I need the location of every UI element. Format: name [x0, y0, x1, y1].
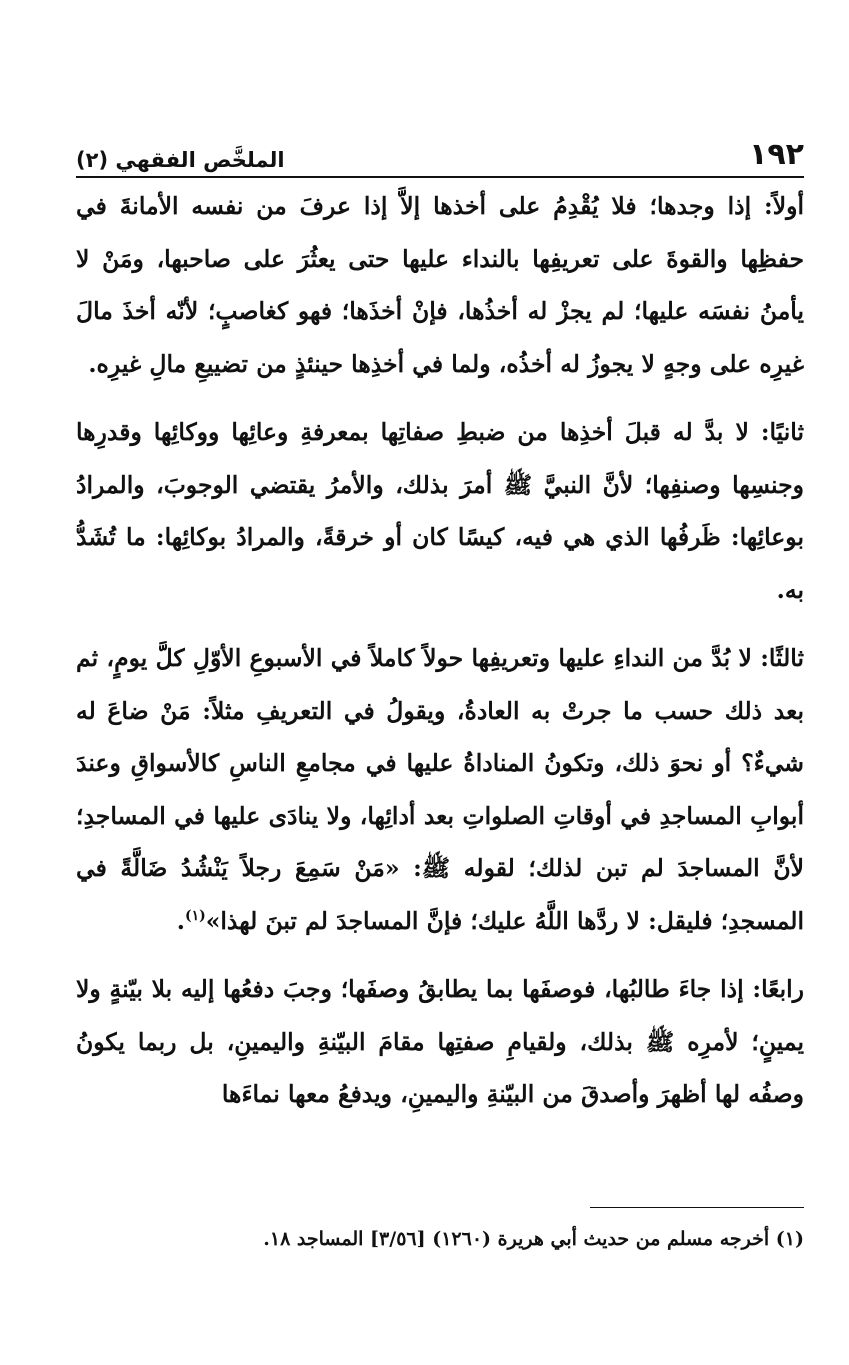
page-header	[76, 128, 804, 178]
footnote-divider	[590, 1207, 804, 1208]
paragraph-third	[76, 632, 804, 947]
paragraph-fourth: رابعًا: إذا جاءَ طالبُها، فوصفَها بما يطابقُ وصفَها؛ وجبَ دفعُها إليه بلا بيّنةٍ ولا يمينٍ؛ لأمرِه ﷺ بذلك، ولقيامِ صفتِها مقامَ البيّنةِ واليمينِ، بل ربما يكونُ وصفُه لها أظهرَ وأصدقَ من البيّنةِ واليمينِ، ويدفعُ معها نماءَها	[76, 975, 804, 1108]
footnote: (١) أخرجه مسلم من حديث أبي هريرة (١٢٦٠) [٣/٥٦] المساجد ١٨.	[263, 1228, 804, 1250]
paragraph-third-text: ثالثًا: لا بُدَّ من النداءِ عليها وتعريفِها حولاً كاملاً في الأسبوعِ الأوّلِ كلَّ يومٍ، ثم بعد ذلك حسب ما جرتْ به العادةُ، ويقولُ في التعريفِ مثلاً: مَنْ ضاعَ له شيءٌ؟ أو نحوَ ذلك، وتكونُ المناداةُ عليها في مجامعِ الناسِ كالأسواقِ وعندَ أبوابِ المساجدِ في أوقاتِ الصلواتِ بعد أدائِها، ولا ينادَى عليها في المساجدِ؛ لأنَّ المساجدَ لم تبن لذلك؛ لقوله ﷺ: «مَنْ سَمِعَ رجلاً يَنْشُدُ ضَالَّةً في المسجدِ؛ فليقل: لا ردَّها اللَّهُ عليك؛ فإنَّ المساجدَ لم تبنَ لهذا»	[76, 644, 804, 935]
running-title: الملخَّص الفقهي (٢)	[76, 148, 285, 172]
footnote-marker[interactable]: (١)	[184, 907, 206, 924]
page-number: ١٩٢	[749, 137, 804, 172]
paragraph-third-tail: .	[176, 906, 185, 935]
paragraph-second: ثانيًا: لا بدَّ له قبلَ أخذِها من ضبطِ صفاتِها بمعرفةِ وعائِها ووكائِها وقدرِها وجنسِها وصنفِها؛ لأنَّ النبيَّ ﷺ أمرَ بذلك، والأمرُ يقتضي الوجوبَ، والمرادُ بوعائِها: ظَرفُها الذي هي فيه، كيسًا كان أو خرقةً، والمرادُ بوكائِها: ما تُشَدُّ به.	[76, 418, 804, 604]
body-text	[76, 180, 804, 1137]
paragraph-first: أولاً: إذا وجدها؛ فلا يُقْدِمُ على أخذها إلاَّ إذا عرفَ من نفسه الأمانةَ في حفظِها والقوةَ على تعريفِها بالنداء عليها حتى يعثُرَ على صاحبها، ومَنْ لا يأمنُ نفسَه عليها؛ لم يجزْ له أخذُها، فإنْ أخذَها؛ فهو كغاصبٍ؛ لأنّه أخذَ مالَ غيرِه على وجهٍ لا يجوزُ له أخذُه، ولما في أخذِها حينئذٍ من تضييعِ مالِ غيرِه.	[76, 192, 804, 378]
